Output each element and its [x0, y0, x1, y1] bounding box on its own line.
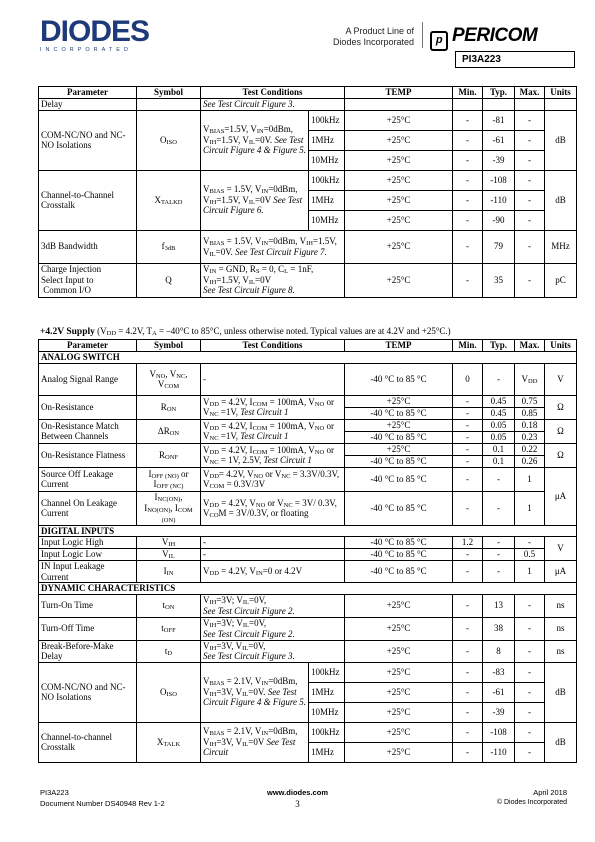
freq-cell: 1MHz: [309, 682, 345, 702]
col-test-conditions: Test Conditions: [201, 87, 345, 99]
units-cell: MHz: [545, 230, 577, 263]
pericom-mark-icon: p: [430, 31, 448, 51]
param-cell: Delay: [39, 99, 137, 111]
symbol-cell: $R_{ONF}$: [137, 443, 201, 467]
condition-cell: $V_{BIAS}=1.5V$, $V_{IN}=0dBm$, $V_{IH}=1.5V$, $V_{IL}=0V$. See Test Circuit Figure 4 & Figure 5.: [201, 110, 309, 170]
col-min: Min.: [453, 340, 483, 352]
freq-cell: 10MHz: [309, 210, 345, 230]
units-cell: dB: [545, 170, 577, 230]
symbol-cell: $I_{NC(ON)}$, $I_{NO(ON)}$, $I_{COM}$ $_{(ON)}$: [137, 491, 201, 525]
freq-cell: 1MHz: [309, 130, 345, 150]
table-row: 1MHz +25°C - -61 -: [39, 682, 577, 702]
symbol-cell: $\Delta R_{ON}$: [137, 419, 201, 443]
table-row: IN Input Leakage Current $I_{IN}$ $V_{DD} = 4.2V$, $V_{IN}=0$ or 4.2V -40 °C to 85 °C - - 1 μA: [39, 561, 577, 583]
table-row: On-Resistance $R_{ON}$ $V_{DD} = 4.2V$, $I_{COM} = 100mA$, $V_{NO}$ or $V_{NC} =1V$, Test Circuit 1 +25°C - 0.45 0.75 Ω: [39, 395, 577, 407]
freq-cell: 100kHz: [309, 170, 345, 190]
table-row: Analog Signal Range $V_{NO}$, $V_{NC}$, $V_{COM}$ - -40 °C to 85 °C 0 - $V_{DD}$ V: [39, 363, 577, 395]
col-temp: TEMP: [345, 87, 453, 99]
units-cell: V: [545, 363, 577, 395]
col-symbol: Symbol: [137, 340, 201, 352]
param-cell: Channel On Leakage Current: [39, 491, 137, 525]
condition-cell: $V_{BIAS} = 1.5V$, $V_{IN}=0dBm$, $V_{IH}=1.5V$, $V_{IL}=0V$ See Test Circuit Figure 6.: [201, 170, 309, 230]
table-row: Charge Injection Select Input to Common I/O Q $V_{IN}$ = GND, $R_S = 0$, $C_L = 1nF$, $V_{IH}=1.5V$, $V_{IL}=0V$ See Test Circuit Figure 8. +25°C - 35 - pC: [39, 263, 577, 297]
symbol-cell: $V_{IH}$: [137, 537, 201, 549]
condition-cell: $V_{DD} = 4.2V$, $V_{NO}$ or $V_{NC} = 3V/$ 0.3V, $V_{CO}M = 3V/0.3V$, or floating: [201, 491, 345, 525]
freq-cell: 1MHz: [309, 742, 345, 762]
footer-url[interactable]: www.diodes.com: [267, 788, 328, 797]
logo-wordmark: DIODES: [40, 15, 150, 48]
table-row: Turn-On Time $t_{ON}$ $V_{IH}=3V$; $V_{IL}=0V$, See Test Circuit Figure 2. +25°C - 13 - ns: [39, 594, 577, 617]
col-parameter: Parameter: [39, 340, 137, 352]
param-cell: Charge Injection Select Input to Common I/O: [39, 263, 137, 297]
table-row: Source Off Leakage Current $I_{OFF (NO)}$ or $I_{OFF (NC)}$ $V_{DD}= 4.2V$, $V_{NO}$ or $V_{NC} = 3.3V/0.3V$, $V_{COM} = 0.3V/3V$ -40 °C to 85 °C - - 1 μA: [39, 467, 577, 491]
symbol-cell: $t_{ON}$: [137, 594, 201, 617]
table-row: Channel On Leakage Current $I_{NC(ON)}$, $I_{NO(ON)}$, $I_{COM}$ $_{(ON)}$ $V_{DD} = 4.2V$, $V_{NO}$ or $V_{NC} = 3V/$ 0.3V, $V_{CO}M = 3V/0.3V$, or floating -40 °C to 85 °C - - 1: [39, 491, 577, 525]
table-header-row: [39, 87, 577, 99]
freq-cell: 100kHz: [309, 662, 345, 682]
page-number: 3: [295, 799, 300, 809]
symbol-cell: $V_{IL}$: [137, 549, 201, 561]
product-line-text: A Product Line of Diodes Incorporated: [332, 26, 414, 47]
symbol-cell: $O_{ISO}$: [137, 110, 201, 170]
supply-heading: +4.2V Supply ($V_{DD} = 4.2V$, $T_A = -40^\circ C$ to 85°C, unless otherwise noted. Typical values are at 4.2V and +25°C.): [40, 326, 451, 337]
condition-cell: $V_{IH}=3V$; $V_{IL}=0V$, See Test Circuit Figure 2.: [201, 594, 345, 617]
col-max: Max.: [515, 340, 545, 352]
units-cell: dB: [545, 722, 577, 762]
table-row: 10MHz +25°C - -39 -: [39, 150, 577, 170]
table-row: 1MHz +25°C - -110 -: [39, 190, 577, 210]
symbol-cell: $X_{TALKD}$: [137, 170, 201, 230]
table-row: Channel-to-channel Crosstalk $X_{TALK}$ $V_{BIAS} = 2.1V$, $V_{IN}=0dBm$, $V_{IH}=3V$, $V_{IL}=0V$ See Test Circuit 100kHz +25°C - -108 - dB: [39, 722, 577, 742]
section-digital-inputs: DIGITAL INPUTS: [39, 525, 577, 537]
col-test-conditions: Test Conditions: [201, 340, 345, 352]
param-cell: Input Logic High: [39, 537, 137, 549]
param-cell: On-Resistance Match Between Channels: [39, 419, 137, 443]
col-temp: TEMP: [345, 340, 453, 352]
param-cell: Channel-to-channel Crosstalk: [39, 722, 137, 762]
condition-cell: -: [201, 363, 345, 395]
section-analog-switch: ANALOG SWITCH: [39, 352, 577, 364]
col-min: Min.: [453, 87, 483, 99]
symbol-cell: $X_{TALK}$: [137, 722, 201, 762]
param-cell: On-Resistance Flatness: [39, 443, 137, 467]
param-cell: Input Logic Low: [39, 549, 137, 561]
table-header-row: [39, 340, 577, 352]
footer-part: PI3A223: [40, 788, 69, 797]
table-row: 1MHz +25°C - -61 -: [39, 130, 577, 150]
units-cell: Ω: [545, 395, 577, 419]
symbol-cell: $O_{ISO}$: [137, 662, 201, 722]
units-cell: pC: [545, 263, 577, 297]
section-row: [39, 583, 577, 595]
col-units: Units: [545, 340, 577, 352]
table-row: On-Resistance Match Between Channels $\Delta R_{ON}$ $V_{DD} = 4.2V$, $I_{COM} = 100mA$, $V_{NO}$ or $V_{NC} =1V$, Test Circuit 1 +25°C - 0.05 0.18 Ω: [39, 419, 577, 431]
table-row: -40 °C to 85 °C - 0.05 0.23: [39, 431, 577, 443]
freq-cell: 100kHz: [309, 722, 345, 742]
table-row: -40 °C to 85 °C - 0.45 0.85: [39, 407, 577, 419]
spec-table-continued: [38, 86, 577, 298]
table-row: 3dB Bandwidth $f_{3dB}$ $V_{BIAS} = 1.5V$, $V_{IN}=0dBm$, $V_{IH}=1.5V$, $V_{IL}=0V$. See Test Circuit Figure 7. +25°C - 79 - MHz: [39, 230, 577, 263]
param-cell: Break-Before-Make Delay: [39, 640, 137, 662]
condition-cell: $V_{BIAS} = 2.1V$, $V_{IN}=0dBm$, $V_{IH}=3V$, $V_{IL}=0V$. See Test Circuit Figure 4 & Figure 5.: [201, 662, 309, 722]
table-row: On-Resistance Flatness $R_{ONF}$ $V_{DD} = 4.2V$, $I_{COM} = 100mA$, $V_{NO}$ or $V_{NC} = 1V$, 2.5V, Test Circuit 1 +25°C - 0.1 0.22 Ω: [39, 443, 577, 455]
condition-cell: $V_{BIAS} = 1.5V$, $V_{IN}=0dBm$, $V_{IH}=1.5V$, $V_{IL}=0V$. See Test Circuit Figure 7.: [201, 230, 345, 263]
symbol-cell: Q: [137, 263, 201, 297]
col-typ: Typ.: [483, 87, 515, 99]
param-cell: On-Resistance: [39, 395, 137, 419]
symbol-cell: $t_{OFF}$: [137, 617, 201, 640]
table-row: [39, 99, 577, 111]
col-units: Units: [545, 87, 577, 99]
table-row: COM-NC/NO and NC-NO Isolations $O_{ISO}$ $V_{BIAS}=1.5V$, $V_{IN}=0dBm$, $V_{IH}=1.5V$, $V_{IL}=0V$. See Test Circuit Figure 4 & Figure 5. 100kHz +25°C - -81 - dB: [39, 110, 577, 130]
symbol-cell: $I_{IN}$: [137, 561, 201, 583]
header-divider: [422, 22, 423, 48]
units-cell: ns: [545, 640, 577, 662]
symbol-cell: [137, 99, 201, 111]
symbol-cell: $I_{OFF (NO)}$ or $I_{OFF (NC)}$: [137, 467, 201, 491]
condition-cell: $V_{IH}=3V$; $V_{IL}=0V$, See Test Circuit Figure 2.: [201, 617, 345, 640]
units-cell: ns: [545, 594, 577, 617]
header-brand: [330, 22, 570, 52]
units-cell: μA: [545, 561, 577, 583]
units-cell: ns: [545, 617, 577, 640]
condition-cell: $V_{DD} = 4.2V$, $V_{IN}=0$ or 4.2V: [201, 561, 345, 583]
logo-subtext: INCORPORATED: [40, 47, 132, 53]
section-row: [39, 352, 577, 364]
units-cell: Ω: [545, 443, 577, 467]
table-row: -40 °C to 85 °C - 0.1 0.26: [39, 455, 577, 467]
col-max: Max.: [515, 87, 545, 99]
table-row: 1MHz +25°C - -110 -: [39, 742, 577, 762]
diodes-logo: [40, 15, 160, 56]
condition-cell: $V_{DD} = 4.2V$, $I_{COM} = 100mA$, $V_{NO}$ or $V_{NC} =1V$, Test Circuit 1: [201, 419, 345, 443]
units-cell: dB: [545, 110, 577, 170]
condition-cell: $V_{DD} = 4.2V$, $I_{COM} = 100mA$, $V_{NO}$ or $V_{NC} = 1V$, 2.5V, Test Circuit 1: [201, 443, 345, 467]
condition-cell: $V_{DD} = 4.2V$, $I_{COM} = 100mA$, $V_{NO}$ or $V_{NC} =1V$, Test Circuit 1: [201, 395, 345, 419]
param-cell: COM-NC/NO and NC-NO Isolations: [39, 110, 137, 170]
col-parameter: Parameter: [39, 87, 137, 99]
table-row: Input Logic High $V_{IH}$ - -40 °C to 85 °C 1.2 - - V: [39, 537, 577, 549]
section-dynamic: DYNAMIC CHARACTERISTICS: [39, 583, 577, 595]
freq-cell: 1MHz: [309, 190, 345, 210]
param-cell: Source Off Leakage Current: [39, 467, 137, 491]
pericom-logo: [430, 25, 537, 51]
col-symbol: Symbol: [137, 87, 201, 99]
symbol-cell: $t_D$: [137, 640, 201, 662]
units-cell: Ω: [545, 419, 577, 443]
symbol-cell: $f_{3dB}$: [137, 230, 201, 263]
param-cell: 3dB Bandwidth: [39, 230, 137, 263]
units-cell: dB: [545, 662, 577, 722]
table-row: Input Logic Low $V_{IL}$ - -40 °C to 85 °C - - 0.5: [39, 549, 577, 561]
freq-cell: 10MHz: [309, 702, 345, 722]
table-row: Turn-Off Time $t_{OFF}$ $V_{IH}=3V$; $V_{IL}=0V$, See Test Circuit Figure 2. +25°C - 38 - ns: [39, 617, 577, 640]
section-row: [39, 525, 577, 537]
col-typ: Typ.: [483, 340, 515, 352]
freq-cell: 100kHz: [309, 110, 345, 130]
param-cell: Turn-On Time: [39, 594, 137, 617]
param-cell: COM-NC/NO and NC-NO Isolations: [39, 662, 137, 722]
freq-cell: 10MHz: [309, 150, 345, 170]
condition-cell: $V_{DD}= 4.2V$, $V_{NO}$ or $V_{NC} = 3.3V/0.3V$, $V_{COM} = 0.3V/3V$: [201, 467, 345, 491]
footer-date: April 2018: [533, 788, 567, 797]
part-number-box: PI3A223: [455, 51, 575, 68]
param-cell: Turn-Off Time: [39, 617, 137, 640]
symbol-cell: $R_{ON}$: [137, 395, 201, 419]
pericom-wordmark: PERICOM: [452, 25, 538, 46]
condition-cell: See Test Circuit Figure 3.: [201, 99, 345, 111]
table-row: Channel-to-Channel Crosstalk $X_{TALKD}$ $V_{BIAS} = 1.5V$, $V_{IN}=0dBm$, $V_{IH}=1.5V$, $V_{IL}=0V$ See Test Circuit Figure 6. 100kHz +25°C - -108 - dB: [39, 170, 577, 190]
units-cell: V: [545, 537, 577, 561]
condition-cell: $V_{IH}=3V$, $V_{IL}=0V$, See Test Circuit Figure 3.: [201, 640, 345, 662]
table-row: 10MHz +25°C - -90 -: [39, 210, 577, 230]
spec-table-4v2: [38, 339, 577, 763]
units-cell: μA: [545, 467, 577, 525]
table-row: COM-NC/NO and NC-NO Isolations $O_{ISO}$ $V_{BIAS} = 2.1V$, $V_{IN}=0dBm$, $V_{IH}=3V$, $V_{IL}=0V$. See Test Circuit Figure 4 & Figure 5. 100kHz +25°C - -83 - dB: [39, 662, 577, 682]
condition-cell: -: [201, 537, 345, 549]
footer-copyright: © Diodes Incorporated: [496, 799, 567, 806]
param-cell: IN Input Leakage Current: [39, 561, 137, 583]
symbol-cell: $V_{NO}$, $V_{NC}$, $V_{COM}$: [137, 363, 201, 395]
footer-doc-number: Document Number DS40948 Rev 1-2: [40, 799, 165, 808]
condition-cell: $V_{BIAS} = 2.1V$, $V_{IN}=0dBm$, $V_{IH}=3V$, $V_{IL}=0V$ See Test Circuit: [201, 722, 309, 762]
table-row: Break-Before-Make Delay $t_D$ $V_{IH}=3V$, $V_{IL}=0V$, See Test Circuit Figure 3. +25°C - 8 - ns: [39, 640, 577, 662]
param-cell: Channel-to-Channel Crosstalk: [39, 170, 137, 230]
condition-cell: -: [201, 549, 345, 561]
table-row: 10MHz +25°C - -39 -: [39, 702, 577, 722]
param-cell: Analog Signal Range: [39, 363, 137, 395]
condition-cell: $V_{IN}$ = GND, $R_S = 0$, $C_L = 1nF$, $V_{IH}=1.5V$, $V_{IL}=0V$ See Test Circuit Figure 8.: [201, 263, 345, 297]
